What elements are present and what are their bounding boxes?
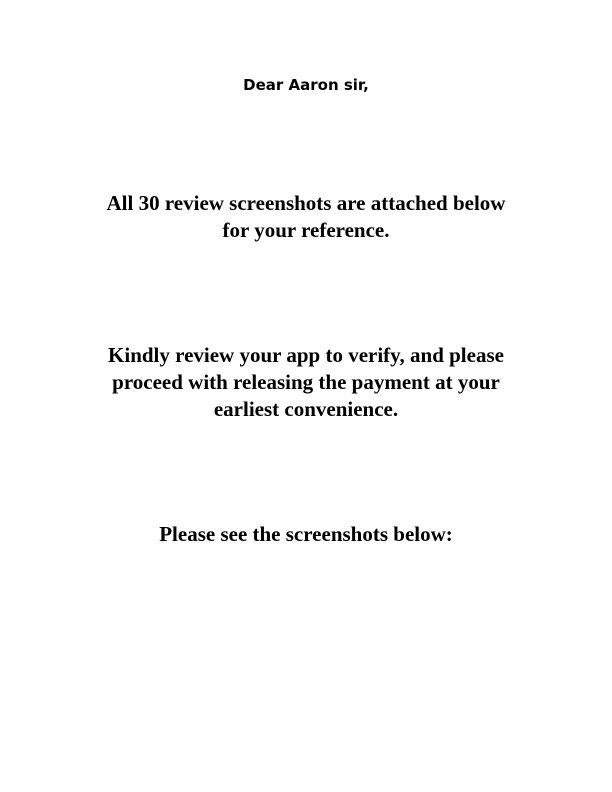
greeting: Dear Aaron sir, [243,76,369,94]
paragraph-payment-request [56,342,556,423]
paragraph-line: Kindly review your app to verify, and please [108,343,504,367]
paragraph-line: All 30 review screenshots are attached below [106,191,506,215]
paragraph-line: for your reference. [222,218,390,242]
paragraph-line: earliest convenience. [213,397,399,421]
paragraph-line: proceed with releasing the payment at your [112,370,500,394]
paragraph-line: Please see the screenshots below: [159,522,453,546]
paragraph-screenshots-attached [56,190,556,244]
paragraph-see-below [56,521,556,548]
